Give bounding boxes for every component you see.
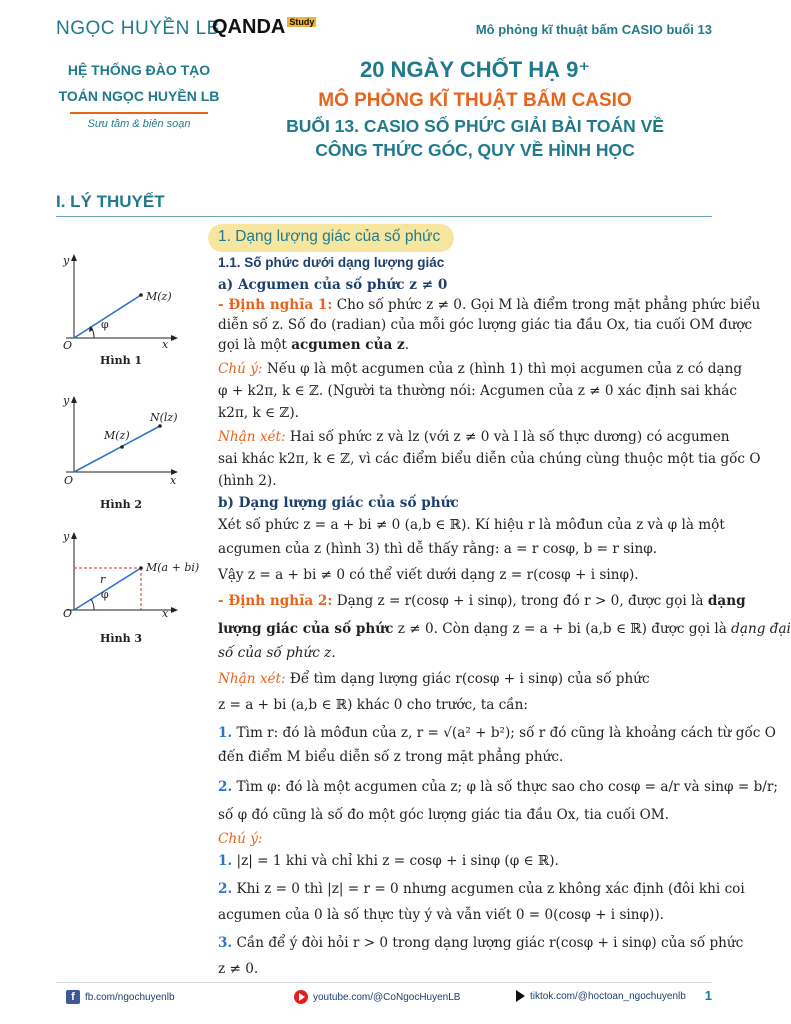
fig2-x: x bbox=[170, 474, 177, 487]
training-divider bbox=[70, 112, 208, 114]
def2-text1a: Dạng z = r(cosφ + i sinφ), trong đó r > 0, được gọi là bbox=[332, 593, 708, 609]
brand-logo-text: NGỌC HUYỀN LB bbox=[56, 18, 220, 39]
fig2-point-n: N(lz) bbox=[150, 411, 178, 424]
tiktok-icon bbox=[516, 990, 525, 1002]
nx-line2: sai khác k2π, k ∈ ℤ, vì các điểm biểu diễn của chúng cùng thuộc một tia gốc O bbox=[218, 451, 761, 467]
def2-label: - Định nghĩa 2: bbox=[218, 593, 333, 609]
def2-text2c: dạng đại bbox=[731, 621, 791, 637]
chuy-label: Chú ý: bbox=[218, 361, 263, 377]
step2-num: 2. bbox=[218, 779, 233, 795]
note1-line bbox=[218, 852, 712, 870]
nx-text1: Hai số phức z và lz (với z ≠ 0 và l là số thực dương) có acgumen bbox=[285, 429, 730, 445]
b-line3: Vậy z = a + bi ≠ 0 có thể viết dưới dạng z = r(cosφ + i sinφ). bbox=[218, 567, 639, 583]
nx2-text1: Để tìm dạng lượng giác r(cosφ + i sinφ) của số phức bbox=[285, 671, 650, 687]
fig3-y: y bbox=[63, 530, 70, 543]
subheading-b: b) Dạng lượng giác của số phức bbox=[218, 495, 459, 511]
facebook-icon: f bbox=[66, 990, 80, 1004]
fig3-point: M(a + bi) bbox=[146, 561, 200, 574]
footer-rule bbox=[56, 982, 712, 983]
title-lesson-1: BUỔI 13. CASIO SỐ PHỨC GIẢI BÀI TOÁN VỀ bbox=[286, 116, 664, 136]
title-lesson-2: CÔNG THỨC GÓC, QUY VỀ HÌNH HỌC bbox=[315, 140, 635, 160]
title-block bbox=[238, 56, 712, 162]
def2-line1 bbox=[218, 592, 746, 610]
nx2-line1 bbox=[218, 670, 712, 688]
heading-1-1: 1.1. Số phức dưới dạng lượng giác bbox=[218, 255, 445, 270]
fig3-caption: Hình 3 bbox=[100, 632, 143, 645]
note1-text: |z| = 1 khi và chỉ khi z = cosφ + i sinφ (φ ∈ ℝ). bbox=[232, 853, 559, 869]
def2-text1b: dạng bbox=[707, 593, 746, 609]
def1-text3a: gọi là một bbox=[218, 337, 292, 353]
fig3-x: x bbox=[162, 607, 169, 620]
header-right-title: Mô phỏng kĩ thuật bấm CASIO buổi 13 bbox=[475, 22, 712, 37]
step1-line2: đến điểm M biểu diễn số z trong mặt phẳng phức. bbox=[218, 749, 564, 765]
step1-num: 1. bbox=[218, 725, 233, 741]
footer-tiktok[interactable] bbox=[516, 990, 686, 1002]
qanda-study-text: Study bbox=[289, 17, 315, 28]
def1-text3c: . bbox=[404, 337, 410, 353]
fig2-y: y bbox=[63, 394, 70, 407]
heading-1-text: 1. Dạng lượng giác của số phức bbox=[218, 228, 441, 245]
chuy2-label: Chú ý: bbox=[218, 831, 263, 847]
fig1-y: y bbox=[63, 254, 70, 267]
note2-num: 2. bbox=[218, 881, 233, 897]
chuy-line2: φ + k2π, k ∈ ℤ. (Người ta thường nói: Acgumen của z ≠ 0 xác định sai khác bbox=[218, 383, 737, 399]
page-number: 1 bbox=[704, 988, 712, 1003]
note2-line2: acgumen của 0 là số thực tùy ý và vẫn viết 0 = 0(cosφ + i sinφ)). bbox=[218, 907, 664, 923]
def2-line3: số của số phức z. bbox=[218, 645, 336, 661]
title-sub: MÔ PHỎNG KĨ THUẬT BẤM CASIO bbox=[318, 90, 632, 111]
header-brand bbox=[56, 18, 220, 40]
title-main: 20 NGÀY CHỐT HẠ 9⁺ bbox=[359, 57, 591, 82]
def1-text1: Cho số phức z ≠ 0. Gọi M là điểm trong mặt phẳng phức biểu bbox=[332, 297, 761, 313]
note2-line1 bbox=[218, 880, 745, 898]
def1-line2: diễn số z. Số đo (radian) của mỗi góc lượng giác tia đầu Ox, tia cuối OM được bbox=[218, 317, 753, 333]
def2-line2 bbox=[218, 620, 791, 638]
section-rule bbox=[56, 216, 712, 217]
footer-youtube[interactable] bbox=[294, 990, 460, 1004]
chuy-line1 bbox=[218, 360, 743, 378]
chuy-line3: k2π, k ∈ ℤ). bbox=[218, 405, 299, 421]
fig3-r: r bbox=[100, 573, 106, 586]
nx-line1 bbox=[218, 428, 730, 446]
step2-line1 bbox=[218, 778, 778, 796]
step1-text1: Tìm r: đó là môđun của z, r = √(a² + b²); số r đó cũng là khoảng cách từ gốc O bbox=[232, 725, 776, 741]
note3-num: 3. bbox=[218, 935, 233, 951]
note1-num: 1. bbox=[218, 853, 233, 869]
nx-line3: (hình 2). bbox=[218, 473, 277, 489]
fig3-origin: O bbox=[63, 607, 73, 620]
section-heading: I. LÝ THUYẾT bbox=[56, 192, 165, 211]
training-line1: HỆ THỐNG ĐÀO TẠO bbox=[67, 62, 211, 78]
figure-2 bbox=[56, 392, 186, 492]
fig2-origin: O bbox=[64, 474, 74, 487]
youtube-link: youtube.com/@CoNgocHuyenLB bbox=[313, 991, 461, 1003]
note2-text1: Khi z = 0 thì |z| = r = 0 nhưng acgumen của z không xác định (đôi khi coi bbox=[232, 881, 745, 897]
fig1-x: x bbox=[162, 338, 169, 351]
b-line2: acgumen của z (hình 3) thì dễ thấy rằng: a = r cosφ, b = r sinφ. bbox=[218, 541, 658, 557]
step1-line1 bbox=[218, 724, 776, 742]
subheading-a: a) Acgumen của số phức z ≠ 0 bbox=[218, 277, 448, 293]
training-line2: TOÁN NGỌC HUYỀN LB bbox=[58, 88, 220, 104]
step2-text1: Tìm φ: đó là một acgumen của z; φ là số thực sao cho cosφ = a/r và sinφ = b/r; bbox=[232, 779, 778, 795]
note3-line1 bbox=[218, 934, 744, 952]
training-system-box bbox=[56, 60, 222, 130]
def2-text2a: lượng giác của số phức bbox=[218, 621, 394, 637]
nx2-label: Nhận xét: bbox=[218, 671, 286, 687]
step2-line2: số φ đó cũng là số đo một góc lượng giác tia đầu Ox, tia cuối OM. bbox=[218, 807, 670, 823]
fig2-caption: Hình 2 bbox=[100, 498, 143, 511]
def1-line1 bbox=[218, 296, 761, 314]
note3-line2: z ≠ 0. bbox=[218, 961, 259, 977]
chuy-text1: Nếu φ là một acgumen của z (hình 1) thì mọi acgumen của z có dạng bbox=[262, 361, 743, 377]
nx-label: Nhận xét: bbox=[218, 429, 286, 445]
fig1-angle: φ bbox=[101, 318, 109, 331]
footer-facebook[interactable] bbox=[66, 990, 175, 1004]
fig3-angle: φ bbox=[101, 588, 109, 601]
note3-text1: Cần để ý đòi hỏi r > 0 trong dạng lượng giác r(cosφ + i sinφ) của số phức bbox=[232, 935, 744, 951]
def2-text2b: z ≠ 0. Còn dạng z = a + bi (a,b ∈ ℝ) được gọi là bbox=[393, 621, 732, 637]
fig2-point-m: M(z) bbox=[104, 429, 130, 442]
youtube-icon bbox=[294, 990, 308, 1004]
fig1-origin: O bbox=[63, 339, 73, 352]
fig1-caption: Hình 1 bbox=[100, 354, 143, 367]
facebook-link: fb.com/ngochuyenlb bbox=[85, 991, 175, 1003]
def1-label: - Định nghĩa 1: bbox=[218, 297, 333, 313]
figure-3 bbox=[56, 528, 196, 628]
qanda-logo bbox=[212, 16, 316, 39]
b-line1: Xét số phức z = a + bi ≠ 0 (a,b ∈ ℝ). Kí hiệu r là môđun của z và φ là một bbox=[218, 517, 725, 533]
qanda-text: QANDA bbox=[212, 16, 286, 38]
fig1-point: M(z) bbox=[146, 290, 172, 303]
def1-line3 bbox=[218, 336, 712, 354]
def1-text3b: acgumen của z bbox=[291, 337, 405, 353]
tiktok-link: tiktok.com/@hoctoan_ngochuyenlb bbox=[530, 990, 686, 1002]
nx2-line2: z = a + bi (a,b ∈ ℝ) khác 0 cho trước, ta cần: bbox=[218, 697, 528, 713]
training-sub: Sưu tầm & biên soạn bbox=[87, 118, 191, 130]
